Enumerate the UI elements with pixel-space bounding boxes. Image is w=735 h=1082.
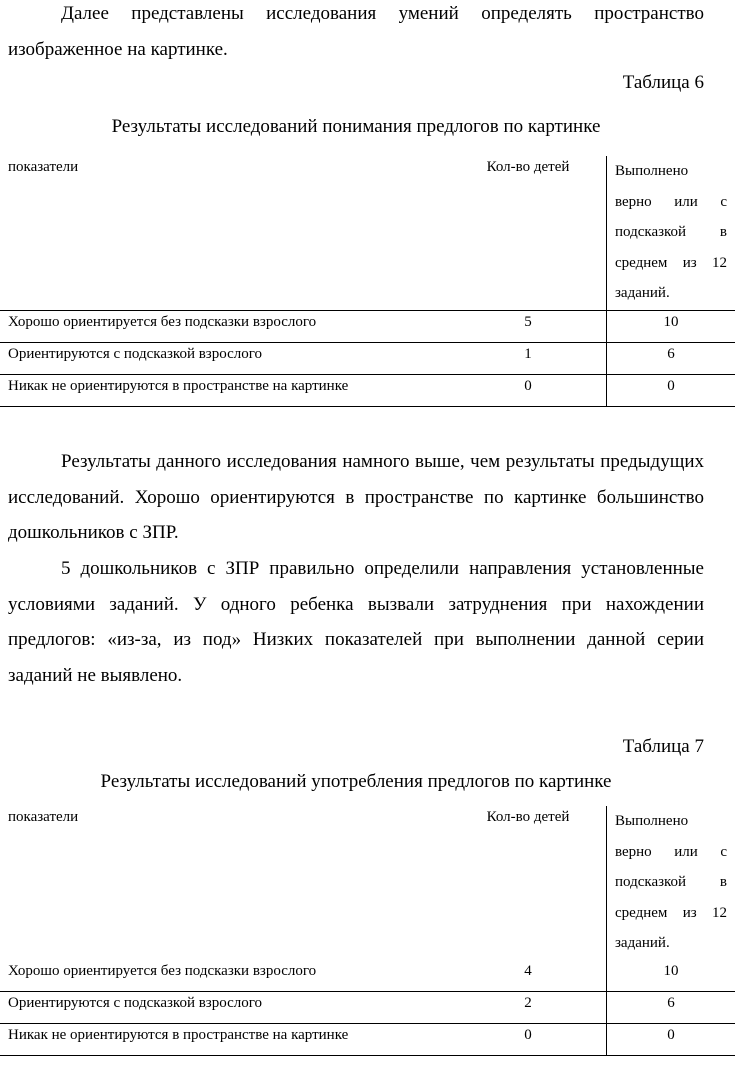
table6-header-result: Выполнено верно или с подсказкой в среднем из 12 заданий. xyxy=(615,163,727,301)
table7-title: Результаты исследований употребления предлогов по картинке xyxy=(100,771,612,792)
table6-header-count: Кол-во детей xyxy=(450,156,607,311)
table7-row2-result: 6 xyxy=(607,992,735,1024)
results-paragraph-2: 5 дошкольников с ЗПР правильно определили направления установленные условиями заданий. У одного ребенка вызвали затруднения при нахождении предлогов: «из-за, из под» Низких показателей при выполнении данной серии заданий не выявлено. xyxy=(8,558,704,686)
table6-row1-result: 10 xyxy=(607,311,735,343)
intro-paragraph: Далее представлены исследования умений определять пространство изображенное на картинке. xyxy=(8,3,704,60)
table6-row1-count: 5 xyxy=(450,311,607,343)
table7-row2-count: 2 xyxy=(450,992,607,1024)
table6-row2-result: 6 xyxy=(607,343,735,375)
table-row xyxy=(0,992,735,1024)
table6-title: Результаты исследований понимания предлогов по картинке xyxy=(111,116,601,137)
table6-row2-count: 1 xyxy=(450,343,607,375)
table-row xyxy=(0,1024,735,1056)
table6-row3-indicator: Никак не ориентируются в пространстве на картинке xyxy=(0,375,450,407)
results-paragraph-1: Результаты данного исследования намного выше, чем результаты предыдущих исследований. Хорошо ориентируются в пространстве по картинке большинство дошкольников с ЗПР. xyxy=(8,451,704,543)
table6-label: Таблица 6 xyxy=(622,72,704,93)
table-row xyxy=(0,960,735,992)
table7-label: Таблица 7 xyxy=(622,736,704,757)
table7-row2-indicator: Ориентируются с подсказкой взрослого xyxy=(0,992,450,1024)
table-row xyxy=(0,343,735,375)
table6-header-row xyxy=(0,156,735,311)
table6-header-indicators: показатели xyxy=(8,159,79,175)
table7-header-row xyxy=(0,806,735,960)
table7 xyxy=(0,806,735,1056)
table-row xyxy=(0,311,735,343)
table7-header-result: Выполнено верно или с подсказкой в среднем из 12 заданий. xyxy=(615,813,727,951)
table7-row1-count: 4 xyxy=(450,960,607,992)
table7-row3-count: 0 xyxy=(450,1024,607,1056)
table6-row3-count: 0 xyxy=(450,375,607,407)
table6 xyxy=(0,156,735,407)
table6-row1-indicator: Хорошо ориентируется без подсказки взрослого xyxy=(0,311,450,343)
table7-row3-indicator: Никак не ориентируются в пространстве на картинке xyxy=(0,1024,450,1056)
table7-row1-result: 10 xyxy=(663,963,679,979)
table6-row2-indicator: Ориентируются с подсказкой взрослого xyxy=(0,343,450,375)
table7-row3-result: 0 xyxy=(607,1024,735,1056)
table-row xyxy=(0,375,735,407)
table7-header-indicators: показатели xyxy=(8,809,79,825)
table7-header-count: Кол-во детей xyxy=(450,806,607,960)
table6-row3-result: 0 xyxy=(607,375,735,407)
table7-row1-indicator: Хорошо ориентируется без подсказки взрослого xyxy=(8,963,317,979)
